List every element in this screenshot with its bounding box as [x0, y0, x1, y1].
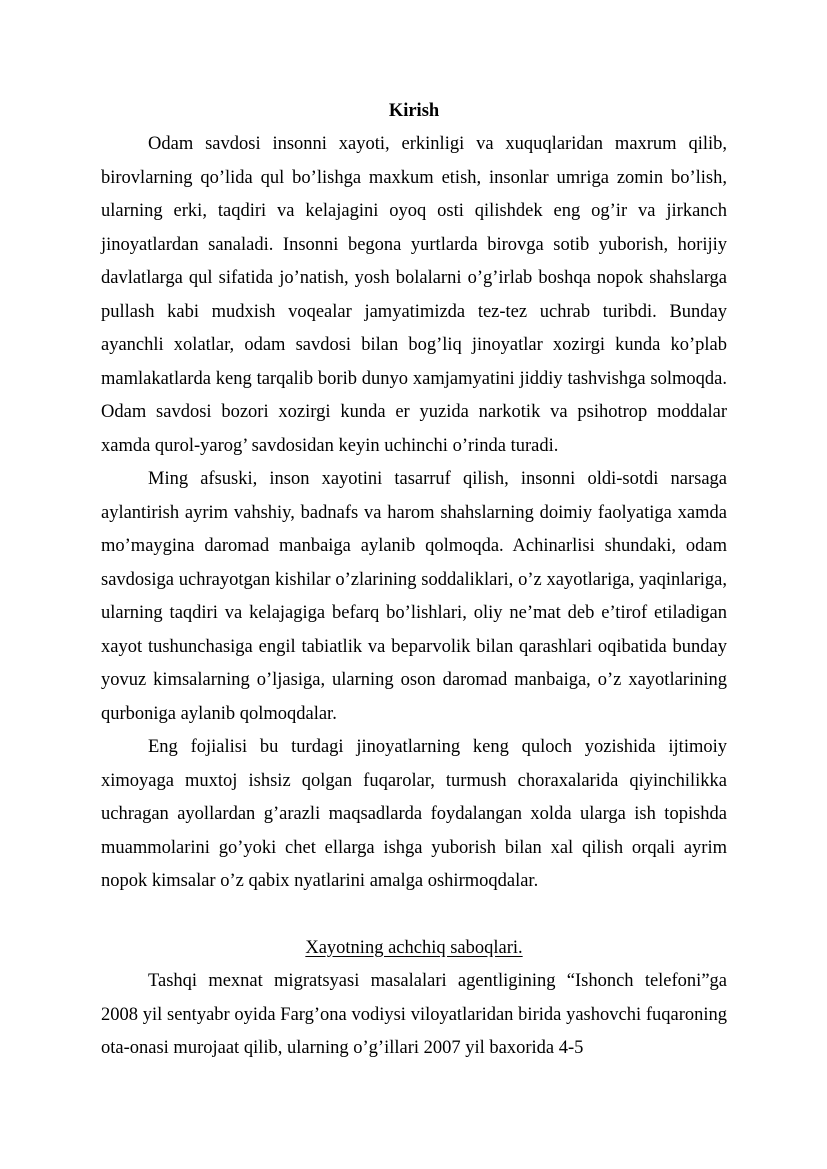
- paragraph-intro-1: Odam savdosi insonni xayoti, erkinligi va xuquqlaridan maxrum qilib, birovlarning qo’lida qul bo’lishga maxkum etish, insonlar umriga zomin bo’lish, ularning erki, taqdiri va kelajagini oyoq osti qilishdek eng og’ir va jirkanch jinoyatlardan sanaladi. Insonni begona yurtlarda birovga sotib yuborish, horijiy davlatlarga qul sifatida jo’natish, yosh bolalarni o’g’irlab boshqa nopok shahslarga pullash kabi mudxish voqealar jamyatimizda tez-tez uchrab turibdi. Bunday ayanchli xolatlar, odam savdosi bilan bog’liq jinoyatlar xozirgi kunda ko’plab mamlakatlarda keng tarqalib borib dunyo xamjamyatini jiddiy tashvishga solmoqda. Odam savdosi bozori xozirgi kunda er yuzida narkotik va psihotrop moddalar xamda qurol-yarog’ savdosidan keyin uchinchi o’rinda turadi.: [101, 134, 727, 456]
- paragraph-intro-2: Ming afsuski, inson xayotini tasarruf qilish, insonni oldi-sotdi narsaga aylantirish ayrim vahshiy, badnafs va harom shahslarning doimiy faolyatiga xamda mo’maygina daromad manbaiga aylanib qolmoqda. Achinarlisi shundaki, odam savdosiga uchrayotgan kishilar o’zlarining soddaliklari, o’z xayotlariga, yaqinlariga, ularning taqdiri va kelajagiga befarq bo’lishlari, oliy ne’mat deb e’tirof etiladigan xayot tushunchasiga engil tabiatlik va beparvolik bilan qarashlari oqibatida bunday yovuz kimsalarning o’ljasiga, ularning oson daromad manbaiga, o’z xayotlarining qurboniga aylanib qolmoqdalar.: [101, 469, 727, 724]
- paragraph-section-1: Tashqi mexnat migratsyasi masalalari agentligining “Ishonch telefoni”ga 2008 yil sentyabr oyida Farg’ona vodiysi viloyatlaridan birida yashovchi fuqaroning ota-onasi murojaat qilib, ularning o’g’illari 2007 yil baxorida 4-5: [101, 971, 727, 1058]
- document-page: [101, 97, 727, 1066]
- section-heading-kirish: Kirish: [388, 101, 440, 121]
- section-subheading: Xayotning achchiq saboqlari.: [305, 937, 523, 958]
- paragraph-intro-3: Eng fojialisi bu turdagi jinoyatlarning keng quloch yozishida ijtimoiy ximoyaga muxtoj ishsiz qolgan fuqarolar, turmush choraxalarida qiyinchilikka uchragan ayollardan g’arazli maqsadlarda foydalangan xolda ularga ish topishda muammolarini go’yoki chet ellarga ishga yuborish bilan xal qilish orqali ayrim nopok kimsalar o’z qabix nyatlarini amalga oshirmoqdalar.: [101, 737, 727, 891]
- blank-line: [101, 899, 727, 932]
